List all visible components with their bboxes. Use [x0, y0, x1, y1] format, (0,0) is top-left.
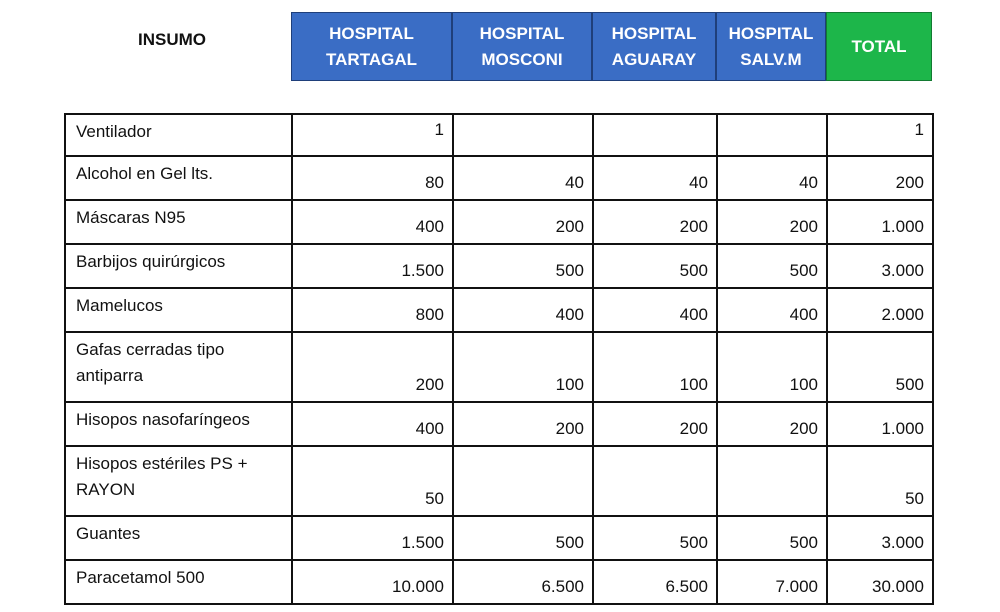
header-hospital-mosconi: HOSPITAL MOSCONI: [452, 12, 592, 81]
table-row: [65, 332, 933, 402]
value-tartagal: 400: [292, 200, 453, 244]
header-hospital-salvm: HOSPITAL SALV.M: [716, 12, 826, 81]
value-salvm: 500: [717, 516, 827, 560]
supply-name: Paracetamol 500: [65, 560, 292, 604]
value-tartagal: 400: [292, 402, 453, 446]
value-total: 200: [827, 156, 933, 200]
value-aguaray: 100: [593, 332, 717, 402]
table-row: [65, 516, 933, 560]
value-total: 2.000: [827, 288, 933, 332]
value-aguaray: 200: [593, 200, 717, 244]
insumo-header: INSUMO: [138, 30, 206, 49]
table-row: [65, 446, 933, 516]
value-salvm: 500: [717, 244, 827, 288]
value-tartagal: 800: [292, 288, 453, 332]
value-mosconi: 100: [453, 332, 593, 402]
value-salvm: 100: [717, 332, 827, 402]
value-tartagal: 1.500: [292, 516, 453, 560]
header-hospital-aguaray: HOSPITAL AGUARAY: [592, 12, 716, 81]
supply-name: Alcohol en Gel lts.: [65, 156, 292, 200]
value-mosconi: 500: [453, 244, 593, 288]
table-row: [65, 560, 933, 604]
value-tartagal: 10.000: [292, 560, 453, 604]
table-row: [65, 244, 933, 288]
value-aguaray: 40: [593, 156, 717, 200]
value-total: 3.000: [827, 516, 933, 560]
value-mosconi: 500: [453, 516, 593, 560]
value-aguaray: 400: [593, 288, 717, 332]
supply-name: Máscaras N95: [65, 200, 292, 244]
value-salvm: 400: [717, 288, 827, 332]
value-salvm: [717, 114, 827, 156]
value-total: 3.000: [827, 244, 933, 288]
value-salvm: 40: [717, 156, 827, 200]
table-row: [65, 156, 933, 200]
value-aguaray: 500: [593, 516, 717, 560]
value-mosconi: [453, 446, 593, 516]
value-total: 50: [827, 446, 933, 516]
value-tartagal: 80: [292, 156, 453, 200]
table-row: [65, 402, 933, 446]
value-tartagal: 1.500: [292, 244, 453, 288]
value-total: 500: [827, 332, 933, 402]
value-aguaray: 500: [593, 244, 717, 288]
value-salvm: [717, 446, 827, 516]
supply-name: Guantes: [65, 516, 292, 560]
value-aguaray: 200: [593, 402, 717, 446]
value-salvm: 7.000: [717, 560, 827, 604]
value-total: 1: [827, 114, 933, 156]
value-tartagal: 1: [292, 114, 453, 156]
value-mosconi: 400: [453, 288, 593, 332]
value-total: 1.000: [827, 200, 933, 244]
value-mosconi: 6.500: [453, 560, 593, 604]
header-hospital-tartagal: HOSPITAL TARTAGAL: [291, 12, 452, 81]
table-header: [0, 0, 1000, 90]
value-tartagal: 50: [292, 446, 453, 516]
value-salvm: 200: [717, 402, 827, 446]
supply-name: Hisopos estériles PS + RAYON: [65, 446, 292, 516]
table-row: [65, 288, 933, 332]
supply-name: Mamelucos: [65, 288, 292, 332]
value-aguaray: [593, 114, 717, 156]
value-total: 1.000: [827, 402, 933, 446]
value-mosconi: 200: [453, 402, 593, 446]
supply-name: Ventilador: [65, 114, 292, 156]
supply-name: Barbijos quirúrgicos: [65, 244, 292, 288]
value-mosconi: [453, 114, 593, 156]
header-total: TOTAL: [826, 12, 932, 81]
table-row: [65, 200, 933, 244]
table-row: [65, 114, 933, 156]
value-mosconi: 200: [453, 200, 593, 244]
value-mosconi: 40: [453, 156, 593, 200]
value-aguaray: 6.500: [593, 560, 717, 604]
value-total: 30.000: [827, 560, 933, 604]
value-aguaray: [593, 446, 717, 516]
supplies-table: [64, 113, 934, 605]
supply-name: Gafas cerradas tipo antiparra: [65, 332, 292, 402]
value-salvm: 200: [717, 200, 827, 244]
supply-name: Hisopos nasofaríngeos: [65, 402, 292, 446]
value-tartagal: 200: [292, 332, 453, 402]
